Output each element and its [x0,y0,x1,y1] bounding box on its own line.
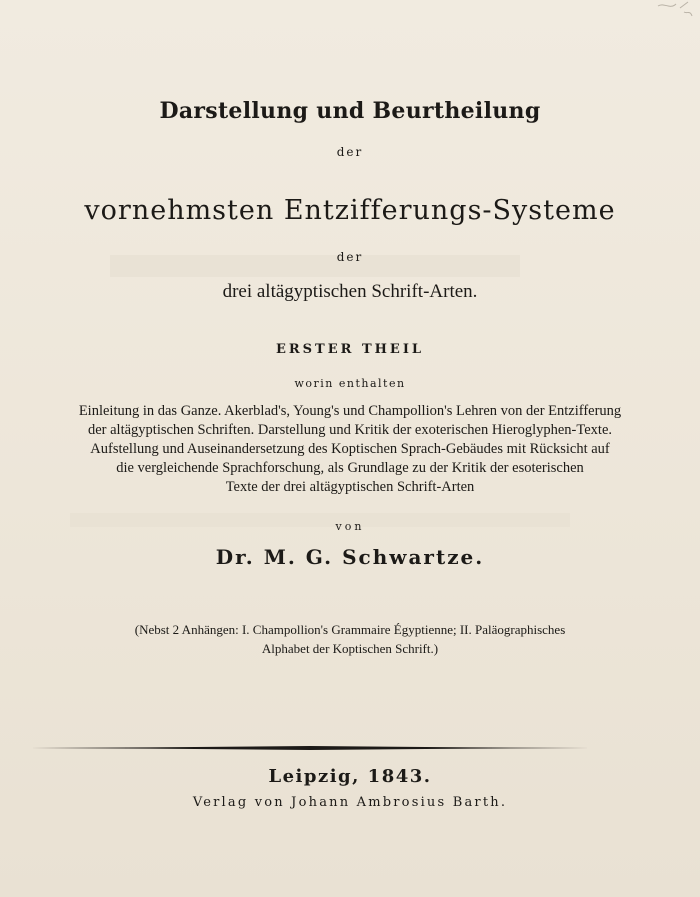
by-label: von [335,520,365,533]
contents-intro: worin enthalten [294,377,406,390]
title-line-2: vornehmsten Entzifferungs-Systeme [84,195,616,226]
description-line: Einleitung in das Ganze. Akerblad's, Young's und Champollion's Lehren von der Entzifferung [78,403,622,419]
author-name: Dr. M. G. Schwartze. [215,545,485,569]
connector-der-1: der [336,145,364,159]
title-line-3: drei altägyptischen Schrift-Arten. [222,281,478,302]
appendix-line: Alphabet der Koptischen Schrift.) [261,641,439,656]
contents-description [26,402,674,497]
pencil-mark-icon [654,0,694,30]
description-line: die vergleichende Sprachforschung, als Grundlage zu der Kritik der esoterischen [116,460,584,476]
publisher: Verlag von Johann Ambrosius Barth. [192,795,508,810]
description-line: Aufstellung und Auseinandersetzung des Koptischen Sprach-Gebäudes mit Rücksicht auf [90,441,610,457]
connector-der-2: der [336,250,364,264]
part-heading: ERSTER THEIL [275,342,425,357]
appendix-note [60,620,640,658]
description-line: Texte der drei altägyptischen Schrift-Arten [225,479,475,495]
appendix-line: (Nebst 2 Anhängen: I. Champollion's Grammaire Égyptienne; II. Paläographisches [134,622,566,637]
title-line-1: Darstellung und Beurtheilung [159,98,541,124]
divider-rule [30,745,590,751]
description-line: der altägyptischen Schriften. Darstellung und Kritik der exoterischen Hieroglyphen-Texte. [87,422,613,438]
place-and-year: Leipzig, 1843. [268,766,432,787]
